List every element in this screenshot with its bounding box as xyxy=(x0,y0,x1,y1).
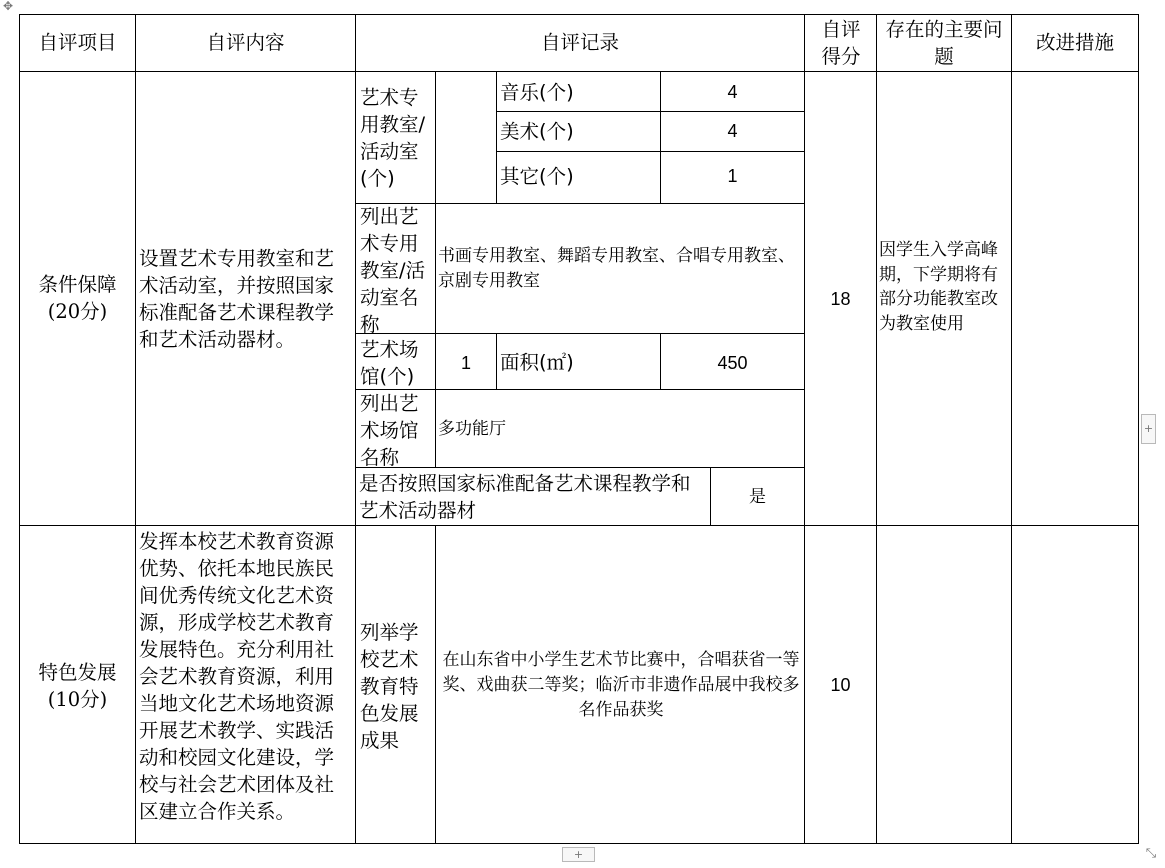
area-label: 面积(㎡) xyxy=(500,351,574,374)
achievements-value: 在山东省中小学生艺术节比赛中，合唱获省一等奖、戏曲获二等奖；临沂市非遗作品展中我校多名作品获奖 xyxy=(442,650,800,720)
rooms-label: 艺术专用教室/活动室(个) xyxy=(360,86,426,190)
header-score: 自评得分 xyxy=(821,18,861,68)
list-rooms-value: 书画专用教室、舞蹈专用教室、合唱专用教室、京剧专用教室 xyxy=(438,246,795,291)
grid-line xyxy=(496,72,497,203)
grid-line xyxy=(1011,14,1012,844)
grid-line xyxy=(496,334,497,390)
section2-points: (10分) xyxy=(47,688,108,711)
equipment-question: 是否按照国家标准配备艺术课程教学和艺术活动器材 xyxy=(359,472,691,522)
header-item: 自评项目 xyxy=(38,31,117,54)
venue-label: 艺术场馆(个) xyxy=(360,338,419,388)
grid-line xyxy=(19,71,1139,72)
grid-line xyxy=(435,72,436,203)
header-record: 自评记录 xyxy=(540,31,619,54)
area-value: 450 xyxy=(717,353,748,373)
section1-problems: 因学生入学高峰期，下学期将有部分功能教室改为教室使用 xyxy=(879,240,998,334)
grid-line xyxy=(1138,14,1139,844)
list-venue-label: 列出艺术场馆名称 xyxy=(360,392,419,469)
venue-count: 1 xyxy=(460,353,471,373)
grid-line xyxy=(19,525,1139,526)
add-column-button[interactable]: + xyxy=(1141,414,1156,444)
section1-item: 条件保障 xyxy=(38,273,117,296)
grid-line xyxy=(435,526,436,844)
art-label: 美术(个) xyxy=(500,120,574,143)
grid-line xyxy=(19,843,1139,844)
section2-score: 10 xyxy=(830,675,851,695)
music-value: 4 xyxy=(727,82,738,102)
table-move-handle[interactable]: ✥ xyxy=(2,0,14,13)
art-value: 4 xyxy=(727,121,738,141)
list-rooms-label: 列出艺术专用教室/活动室名称 xyxy=(360,205,426,336)
grid-line xyxy=(435,390,436,468)
equipment-answer: 是 xyxy=(749,487,766,507)
section2-item: 特色发展 xyxy=(38,661,117,684)
grid-line xyxy=(19,14,20,844)
section1-score: 18 xyxy=(830,289,851,309)
section1-content: 设置艺术专用教室和艺术活动室，并按照国家标准配备艺术课程教学和艺术活动器材。 xyxy=(139,247,335,351)
grid-line xyxy=(19,14,1139,15)
grid-line xyxy=(355,14,356,844)
section2-content: 发挥本校艺术教育资源优势、依托本地民族民间优秀传统文化艺术资源，形成学校艺术教育发展特色。充分利用社会艺术教育资源，利用当地文化艺术场地资源开展艺术教学、实践活动和校园文化建设，学校与社会艺术团体及社区建立合作关系。 xyxy=(139,530,335,823)
header-measures: 改进措施 xyxy=(1035,31,1114,54)
grid-line xyxy=(804,14,805,844)
section1-points: (20分) xyxy=(47,300,108,323)
add-row-button[interactable]: + xyxy=(562,847,595,862)
header-problems: 存在的主要问题 xyxy=(885,18,1003,68)
grid-line xyxy=(496,151,805,152)
achievements-label: 列举学校艺术教育特色发展成果 xyxy=(360,621,419,752)
grid-line xyxy=(876,14,877,844)
table-resize-handle[interactable]: ⤡ xyxy=(1145,846,1157,861)
grid-line xyxy=(435,204,436,333)
other-label: 其它(个) xyxy=(500,165,574,188)
grid-line xyxy=(496,111,805,112)
other-value: 1 xyxy=(727,166,738,186)
list-venue-value: 多功能厅 xyxy=(438,419,506,439)
music-label: 音乐(个) xyxy=(500,81,574,104)
header-content: 自评内容 xyxy=(206,31,285,54)
grid-line xyxy=(135,14,136,844)
